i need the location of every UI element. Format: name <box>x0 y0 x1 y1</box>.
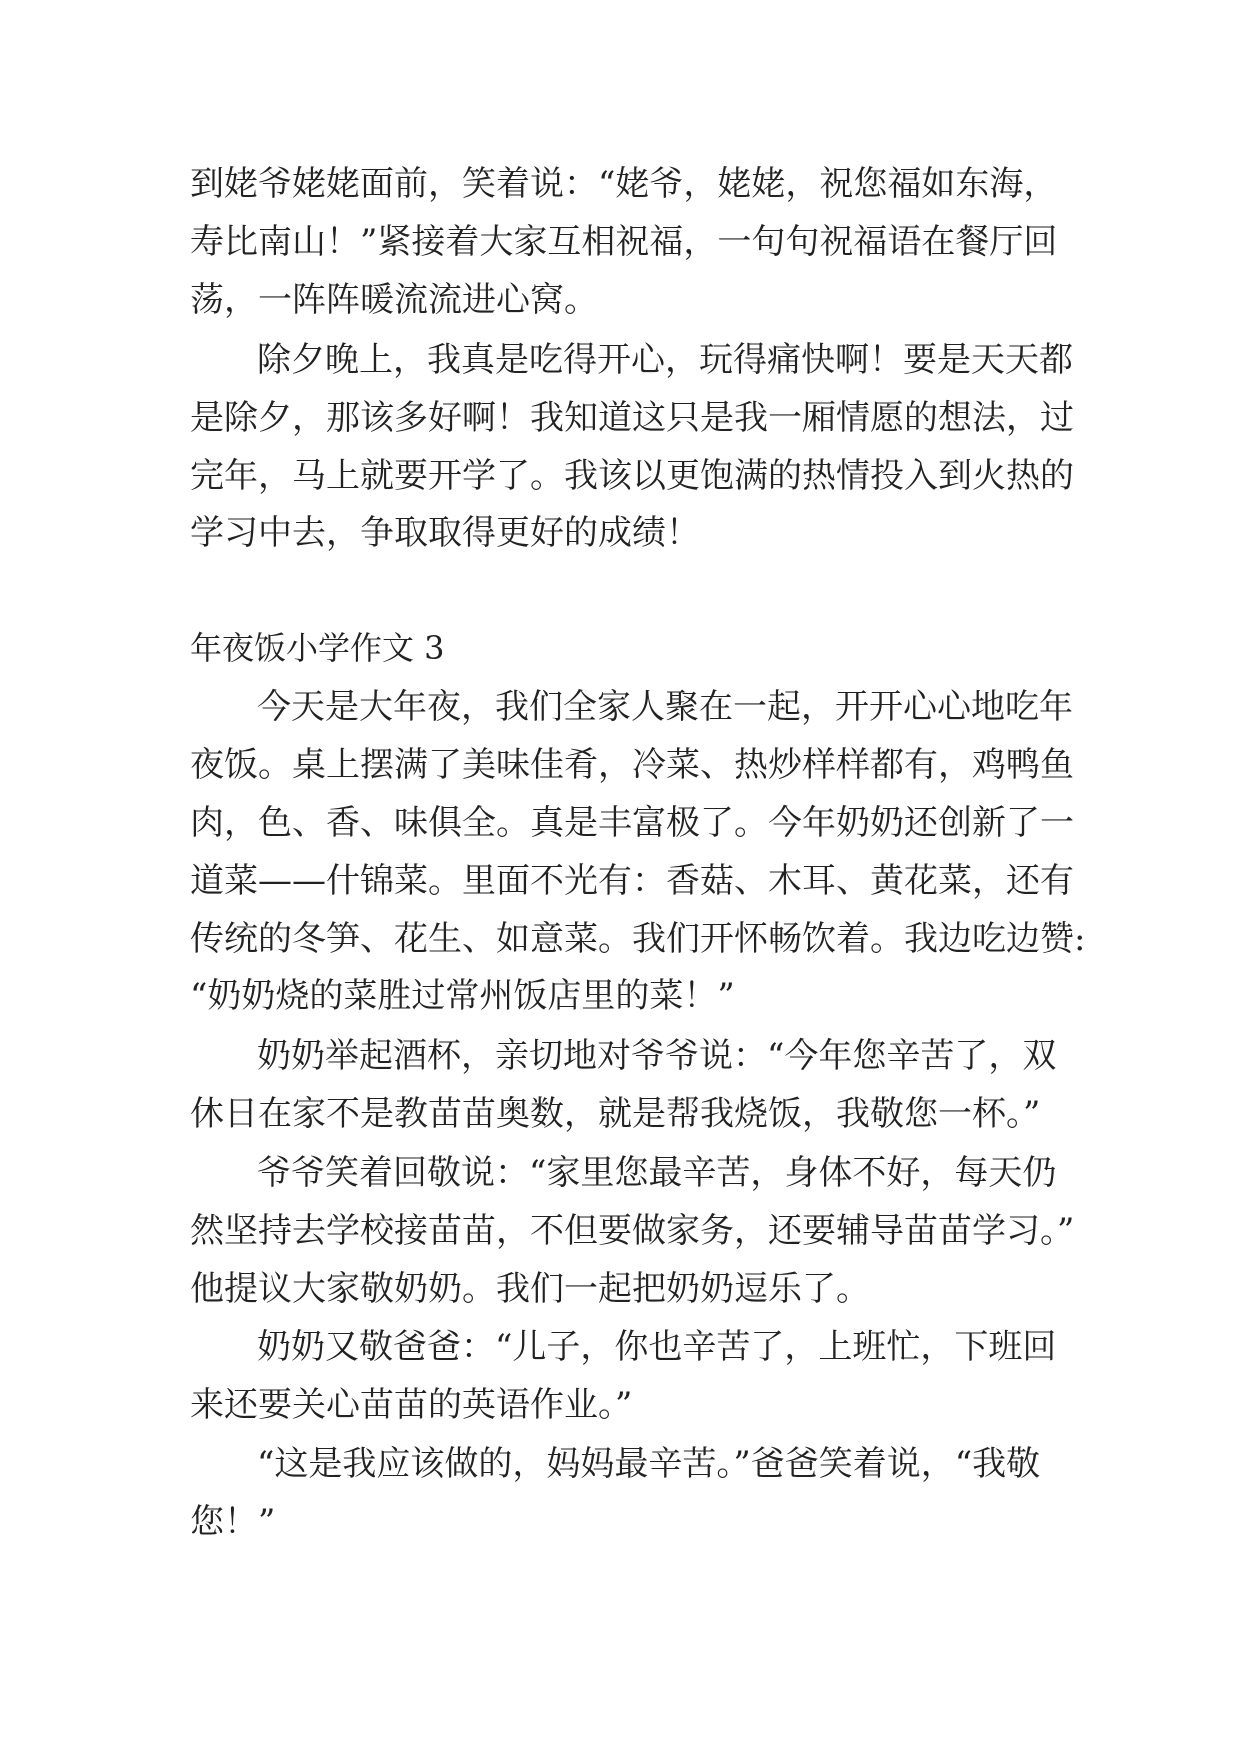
text-line: 完年，马上就要开学了。我该以更饱满的热情投入到火热的 <box>190 456 1074 496</box>
paragraph-first-line: 爷爷笑着回敬说：“家里您最辛苦，身体不好，每天仍 <box>257 1153 1057 1193</box>
text-line: 您！” <box>190 1502 276 1542</box>
text-line: 道菜——什锦菜。里面不光有：香菇、木耳、黄花菜，还有 <box>190 861 1074 901</box>
text-line: 休日在家不是教苗苗奥数，就是帮我烧饭，我敬您一杯。” <box>190 1094 1041 1134</box>
text-line: 他提议大家敬奶奶。我们一起把奶奶逗乐了。 <box>190 1269 870 1309</box>
text-line: 夜饭。桌上摆满了美味佳肴，冷菜、热炒样样都有，鸡鸭鱼 <box>190 745 1074 785</box>
text-line: 是除夕，那该多好啊！我知道这只是我一厢情愿的想法，过 <box>190 398 1074 438</box>
section-heading: 年夜饭小学作文 3 <box>190 629 445 667</box>
paragraph-first-line: 除夕晚上，我真是吃得开心，玩得痛快啊！要是天天都 <box>257 340 1073 380</box>
text-line: 来还要关心苗苗的英语作业。” <box>190 1385 633 1425</box>
text-line: 传统的冬笋、花生、如意菜。我们开怀畅饮着。我边吃边赞: <box>190 919 1086 959</box>
text-line: 荡，一阵阵暖流流进心窝。 <box>190 280 598 320</box>
text-line: 学习中去，争取取得更好的成绩！ <box>190 513 700 553</box>
paragraph-first-line: 今天是大年夜，我们全家人聚在一起，开开心心地吃年 <box>257 687 1073 727</box>
paragraph-first-line: “这是我应该做的，妈妈最辛苦。”爸爸笑着说，“我敬 <box>257 1444 1041 1484</box>
text-line: “奶奶烧的菜胜过常州饭店里的菜！” <box>190 976 735 1016</box>
text-line: 到姥爷姥姥面前，笑着说：“姥爷，姥姥，祝您福如东海， <box>190 164 1058 204</box>
paragraph-first-line: 奶奶又敬爸爸：“儿子，你也辛苦了，上班忙，下班回 <box>257 1327 1057 1367</box>
text-line: 肉，色、香、味俱全。真是丰富极了。今年奶奶还创新了一 <box>190 803 1074 843</box>
text-line: 寿比南山！”紧接着大家互相祝福，一句句祝福语在餐厅回 <box>190 222 1058 262</box>
text-line: 然坚持去学校接苗苗，不但要做家务，还要辅导苗苗学习。” <box>190 1211 1075 1251</box>
paragraph-first-line: 奶奶举起酒杯，亲切地对爷爷说：“今年您辛苦了，双 <box>257 1036 1057 1076</box>
